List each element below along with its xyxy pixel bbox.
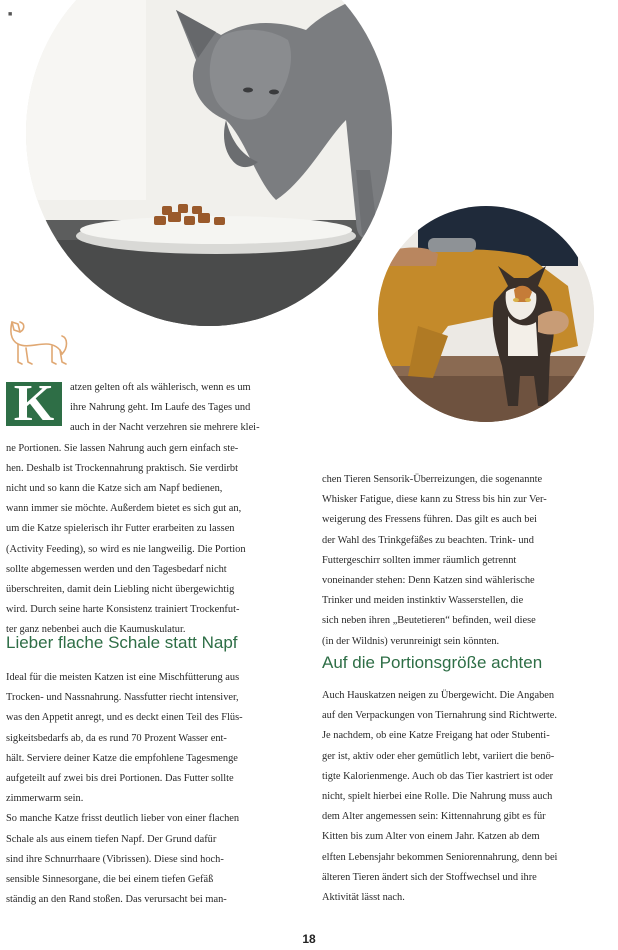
intro-line: ihre Nahrung geht. Im Laufe des Tages und	[70, 402, 251, 414]
intro-line: um die Katze spielerisch ihr Futter erarbeiten zu lassen	[6, 523, 235, 535]
section1-line: sensible Sinnesorgane, die bei einem tiefen Gefäß	[6, 874, 214, 886]
section1-line: was den Appetit anregt, und es deckt einen Teil des Flüs-	[6, 712, 243, 724]
section2-line: Aktivität lässt nach.	[322, 892, 405, 904]
page-number: 18	[302, 932, 316, 946]
right-line: voneinander stehen: Denn Katzen sind wählerische	[322, 575, 535, 587]
section2-line: Kitten bis zum Alter von einem Jahr. Katzen ab dem	[322, 831, 540, 843]
section1-line: sigkeitsbedarfs ab, da es rund 70 Prozent Wasser ent-	[6, 732, 227, 744]
section1-line: aufgeteilt auf zwei bis drei Portionen. Das Futter sollte	[6, 773, 234, 785]
section1-line: sind ihre Schnurrhaare (Vibrissen). Diese sind hoch-	[6, 853, 224, 865]
section-heading-flat-bowl: Lieber flache Schale statt Napf	[6, 633, 238, 652]
section-heading-portion-size: Auf die Portionsgröße achten	[322, 653, 543, 672]
intro-line: wird. Durch seine harte Konsistenz trainiert Trockenfut-	[6, 604, 240, 616]
right-line: chen Tieren Sensorik-Überreizungen, die sogenannte	[322, 474, 543, 485]
section1-line: So manche Katze frisst deutlich lieber von einer flachen	[6, 813, 240, 825]
walking-cat-icon	[6, 318, 72, 378]
section2-line: tigte Kalorienmenge. Auch ob das Tier kastriert ist oder	[322, 770, 554, 782]
feeding-cat-photo	[378, 206, 594, 422]
section2-line: dem Alter angemessen sein: Kittennahrung gibt es für	[322, 811, 546, 823]
intro-line: überschreiten, damit dein Liebling nicht übergewichtig	[6, 584, 235, 596]
section2-paragraph	[322, 686, 616, 908]
section2-line: elften Lebensjahr bekommen Seniorennahrung, denn bei	[322, 851, 558, 863]
right-line: (in der Wildnis) verunreinigt sein könnten.	[322, 635, 500, 647]
section2-line: ger ist, aktiv oder eher gemütlich lebt, variiert die benö-	[322, 750, 555, 762]
right-line: Trinker und meiden instinktiv Wasserstellen, die	[322, 595, 524, 607]
section1-line: ständig an den Rand stoßen. Das verursacht bei man-	[6, 894, 227, 906]
intro-line: ter ganz nebenbei auch die Kaumuskulatur.	[6, 624, 186, 636]
drop-cap: K	[6, 382, 62, 426]
section1-line: zimmerwarm sein.	[6, 793, 84, 805]
intro-line: atzen gelten oft als wählerisch, wenn es um	[70, 382, 251, 393]
intro-line: nicht und so kann die Katze sich am Napf bedienen,	[6, 483, 223, 495]
section1-line: Schale als aus einem tiefen Napf. Der Grund dafür	[6, 833, 217, 845]
section2-line: Auch Hauskatzen neigen zu Übergewicht. Die Angaben	[322, 690, 555, 701]
section2-line: auf den Verpackungen von Tiernahrung sind Richtwerte.	[322, 710, 557, 722]
section1-line: hält. Serviere deiner Katze die empfohlene Tagesmenge	[6, 752, 238, 764]
right-line: Futtergeschirr sollten immer räumlich getrennt	[322, 554, 517, 566]
section1-line: Ideal für die meisten Katzen ist eine Mischfütterung aus	[6, 672, 240, 683]
corner-marker: ■	[8, 10, 13, 18]
right-line: der Wahl des Trinkgefäßes zu beachten. Trink- und	[322, 534, 534, 546]
section1-line: Trocken- und Nassnahrung. Nassfutter riecht intensiver,	[6, 692, 239, 704]
section2-line: Je nachdem, ob eine Katze Freigang hat oder Stubenti-	[322, 730, 550, 742]
section2-line: nicht, spielt hierbei eine Rolle. Die Nahrung muss auch	[322, 791, 553, 803]
right-line: Whisker Fatigue, diese kann zu Stress bis hin zur Ver-	[322, 494, 547, 506]
section2-line: älteren Tieren ändert sich der Stoffwechsel und ihre	[322, 871, 537, 883]
right-line: sich neben ihren „Beutetieren“ befinden, weil diese	[322, 615, 536, 627]
intro-line: hen. Deshalb ist Trockennahrung praktisch. Sie verdirbt	[6, 462, 239, 474]
intro-line: auch in der Nacht verzehren sie mehrere klei-	[70, 422, 260, 434]
right-line: weigerung des Fressens führen. Das gilt es auch bei	[322, 514, 537, 526]
intro-line: (Activity Feeding), so wird es nie langweilig. Die Portion	[6, 543, 246, 555]
section1-paragraph	[6, 668, 298, 910]
cat-eating-photo	[26, 0, 392, 326]
intro-line: wann immer sie möchte. Außerdem bietet es sich gut an,	[6, 503, 242, 515]
intro-line: ne Portionen. Sie lassen Nahrung auch gern einfach ste-	[6, 442, 239, 454]
right-column-paragraph	[322, 470, 616, 652]
intro-line: sollte abgemessen werden und den Tagesbedarf nicht	[6, 563, 227, 575]
intro-paragraph	[6, 375, 298, 641]
